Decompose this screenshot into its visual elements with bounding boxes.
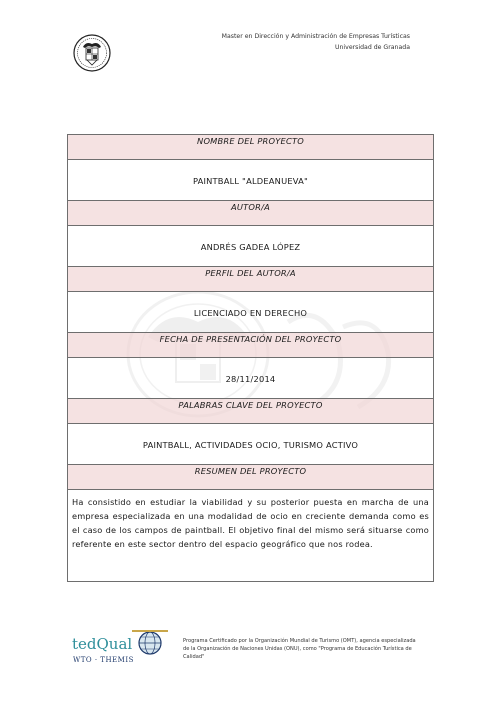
field-value-project-name: PAINTBALL "ALDEANUEVA": [68, 160, 434, 201]
header-text: [222, 31, 410, 53]
logo-sub-text: WTO · THEMIS: [73, 656, 134, 664]
field-label-date: FECHA DE PRESENTACIÓN DEL PROYECTO: [68, 333, 434, 358]
globe-icon: [132, 630, 168, 654]
university-crest-logo: [70, 33, 114, 73]
header-university: Universidad de Granada: [334, 44, 410, 51]
field-value-author: ANDRÉS GADEA LÓPEZ: [68, 226, 434, 267]
table-row: [68, 226, 434, 267]
table-row: [68, 399, 434, 424]
field-label-summary: RESUMEN DEL PROYECTO: [68, 465, 434, 490]
header-program: Master en Dirección y Administración de Empresas Turísticas: [221, 33, 410, 40]
table-row: [68, 333, 434, 358]
table-row: [68, 267, 434, 292]
table-row: [68, 135, 434, 160]
field-value-summary: Ha consistido en estudiar la viabilidad y su posterior puesta en marcha de una empresa especializada en una modalidad de ocio en creciente demanda como es el caso de los campos de paintball. El objetivo final del mismo será situarse como referente en este sector dentro del espacio geográfico que nos rodea.: [68, 490, 434, 582]
tedqual-logo: [70, 627, 170, 667]
table-row: [68, 424, 434, 465]
field-value-author-profile: LICENCIADO EN DERECHO: [68, 292, 434, 333]
logo-brand-text: tedQual: [72, 635, 133, 653]
field-label-project-name: NOMBRE DEL PROYECTO: [68, 135, 434, 160]
project-info-table: [67, 134, 434, 582]
table-row: [68, 358, 434, 399]
table-row: [68, 160, 434, 201]
table-row: [68, 465, 434, 490]
table-row: [68, 490, 434, 582]
footer-certification-text: Programa Certificado por la Organización Mundial de Turismo (OMT), agencia especializada de la Organización de Naciones Unidas (ONU), como "Programa de Educación Turística de Calidad": [183, 638, 416, 661]
field-label-keywords: PALABRAS CLAVE DEL PROYECTO: [68, 399, 434, 424]
field-value-date: 28/11/2014: [68, 358, 434, 399]
field-label-author-profile: PERFIL DEL AUTOR/A: [68, 267, 434, 292]
field-value-keywords: PAINTBALL, ACTIVIDADES OCIO, TURISMO ACTIVO: [68, 424, 434, 465]
table-row: [68, 292, 434, 333]
table-row: [68, 201, 434, 226]
field-label-author: AUTOR/A: [68, 201, 434, 226]
